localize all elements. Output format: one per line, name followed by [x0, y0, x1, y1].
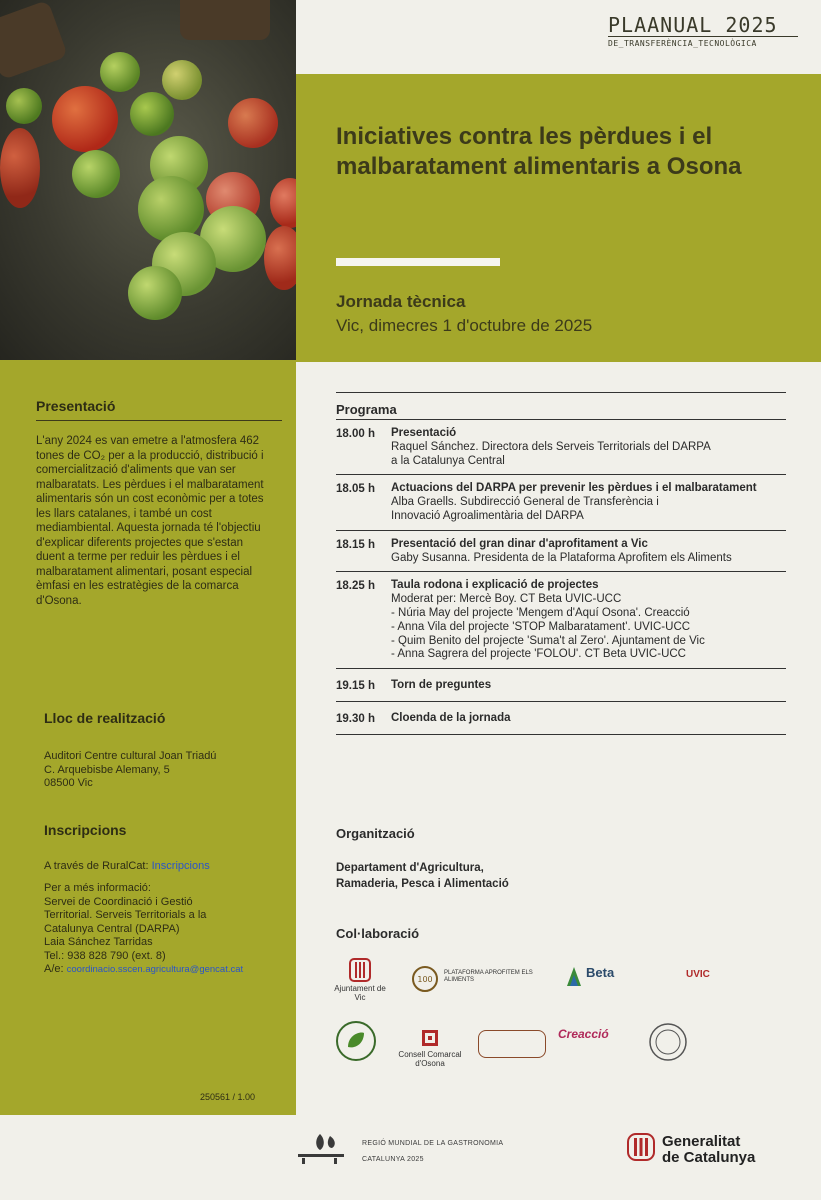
footer-line: REGIÓ MUNDIAL DE LA GASTRONOMIA: [362, 1140, 504, 1147]
row-line: Innovació Agroalimentària del DARPA: [391, 509, 584, 522]
brand-subtitle: DE_TRANSFERÈNCIA_TECNOLÒGICA: [608, 36, 798, 48]
inscripcions-link[interactable]: Inscripcions: [151, 860, 210, 872]
row-line: Moderat per: Mercè Boy. CT Beta UVIC-UCC: [391, 593, 622, 606]
row-line: Gaby Susanna. Presidenta de la Plataforma Aprofitem els Aliments: [391, 551, 732, 564]
document-code: 250561 / 1.00: [200, 1092, 256, 1102]
programa-row: [336, 702, 786, 735]
row-line: - Núria May del projecte 'Mengem d'Aquí Osona'. Creacció: [391, 606, 690, 619]
presentacio-heading: Presentació: [36, 398, 116, 414]
brand-title: PLAANUAL 2025: [608, 13, 778, 37]
org-line: Departament d'Agricultura,: [336, 862, 484, 874]
inscripcions-heading: Inscripcions: [44, 822, 127, 838]
info-line: Laia Sánchez Tarridas: [44, 936, 153, 948]
info-line: Territorial. Serveis Territorials a la: [44, 909, 207, 921]
logo-label: Beta: [586, 965, 615, 980]
collaboracio-heading: Col·laboració: [336, 926, 420, 941]
divider: [36, 420, 282, 421]
address-line: C. Arquebisbe Alemany, 5: [44, 763, 170, 776]
programa-row: [336, 572, 786, 669]
programa-heading: Programa: [336, 392, 786, 420]
row-line: Raquel Sánchez. Directora dels Serveis Territorials del DARPA: [391, 440, 711, 453]
logo-label: Creacció: [558, 1027, 609, 1041]
row-title: Presentació del gran dinar d'aprofitament a Vic: [391, 537, 648, 550]
logo-label: Ajuntament de Vic: [334, 984, 386, 1002]
row-time: 19.30 h: [336, 713, 375, 726]
consell-comarcal-logo: [398, 1028, 462, 1068]
info-line: Servei de Coordinació i Gestió: [44, 895, 193, 908]
programa-row: [336, 475, 786, 530]
row-title: Actuacions del DARPA per prevenir les pèrdues i el malbaratament: [391, 482, 757, 495]
email-prefix: A/e:: [44, 963, 64, 975]
logo-label: Consell Comarcal d'Osona: [398, 1050, 462, 1068]
org-line: Ramaderia, Pesca i Alimentació: [336, 878, 509, 890]
svg-text:100: 100: [417, 975, 433, 984]
row-line: - Quim Benito del projecte 'Suma't al Zero'. Ajuntament de Vic: [391, 634, 705, 647]
creaccio-logo: [558, 1027, 630, 1041]
row-line: - Anna Vila del projecte 'STOP Malbaratament'. UVIC-UCC: [391, 620, 691, 633]
row-time: 18.05 h: [336, 483, 375, 496]
row-time: 18.00 h: [336, 428, 375, 440]
generalitat-logo: [626, 1132, 756, 1167]
row-title: Taula rodona i explicació de projectes: [391, 579, 599, 592]
gastronomy-text: [362, 1136, 532, 1168]
programa-row: [336, 669, 786, 702]
address-line: 08500 Vic: [44, 777, 93, 789]
event-type: Jornada tècnica: [336, 292, 466, 311]
logo-label: PLATAFORMA APROFITEM ELS ALIMENTS: [444, 970, 533, 983]
info-line: Tel.: 938 828 790 (ext. 8): [44, 949, 166, 962]
brand-logo: [608, 14, 808, 48]
info-line: Per a més informació:: [44, 882, 151, 894]
row-line: Alba Graells. Subdirecció General de Transferència i: [391, 496, 659, 509]
row-title: Torn de preguntes: [391, 679, 492, 692]
lloc-heading: Lloc de realització: [44, 710, 166, 726]
address-line: Auditori Centre cultural Joan Triadú: [44, 750, 217, 762]
inscripcions-line: [44, 860, 210, 874]
apples-photo: [0, 0, 296, 360]
programa-section: [336, 392, 786, 735]
programa-row: [336, 420, 786, 475]
email-link[interactable]: coordinacio.sscen.agricultura@gencat.cat: [66, 964, 244, 975]
lloc-address: [44, 750, 216, 791]
header-panel: [296, 74, 821, 362]
programa-row: [336, 531, 786, 573]
osona-food-logo: [334, 1020, 378, 1064]
gastronomy-icon: [290, 1130, 350, 1166]
event-date: Vic, dimecres 1 d'octubre de 2025: [336, 316, 593, 335]
gencat-line: Generalitat: [662, 1133, 741, 1150]
title-divider: [336, 258, 500, 266]
row-line: a la Catalunya Central: [391, 454, 505, 467]
organitzacio-text: [336, 860, 596, 892]
generalitat-name: [662, 1134, 755, 1166]
row-title: Cloenda de la jornada: [391, 712, 511, 725]
email-line: [44, 963, 243, 977]
row-time: 19.15 h: [336, 680, 375, 693]
row-time: 18.25 h: [336, 580, 375, 593]
row-title: Presentació: [391, 427, 457, 439]
organitzacio-heading: Organització: [336, 826, 415, 841]
page-title: Iniciatives contra les pèrdues i el malbaratament alimentaris a Osona: [336, 123, 742, 180]
footer-line: CATALUNYA 2025: [362, 1156, 424, 1163]
logo-label: UVIC: [686, 969, 710, 980]
gencat-line: de Catalunya: [662, 1149, 756, 1166]
uvic-logo: [686, 970, 776, 979]
info-block: [44, 882, 243, 977]
generalitat-emblem-icon: [626, 1132, 656, 1162]
presentacio-text: L'any 2024 es van emetre a l'atmosfera 462 tones de CO₂ per a la producció, distribució i comercialització d'aliments que van ser malbaratats. Les pèrdues i el malbaratament alimentaris són un cost econòmic per a totes les llars catalanes, i també un cost mediambiental. Aquesta jornada té l'objectiu d'explicar diferents projectes que s'estan duent a terme per reduir les pèrdues i el malbaratament alimentari, posant especial èmfasi en les estratègies de la comarca d'Osona.: [36, 435, 264, 607]
gastronomy-region-logo: [290, 1130, 530, 1171]
row-time: 18.15 h: [336, 538, 375, 551]
local-brand-logo: [478, 1030, 546, 1058]
ajuntament-vic-logo: [330, 958, 390, 1002]
inscripcions-prefix: A través de RuralCat:: [44, 860, 149, 872]
round-seal-logo: [646, 1022, 690, 1064]
row-line: - Anna Sagrera del projecte 'FOLOU'. CT Beta UVIC-UCC: [391, 648, 686, 661]
sidebar-panel: [0, 360, 296, 1115]
info-line: Catalunya Central (DARPA): [44, 922, 180, 935]
